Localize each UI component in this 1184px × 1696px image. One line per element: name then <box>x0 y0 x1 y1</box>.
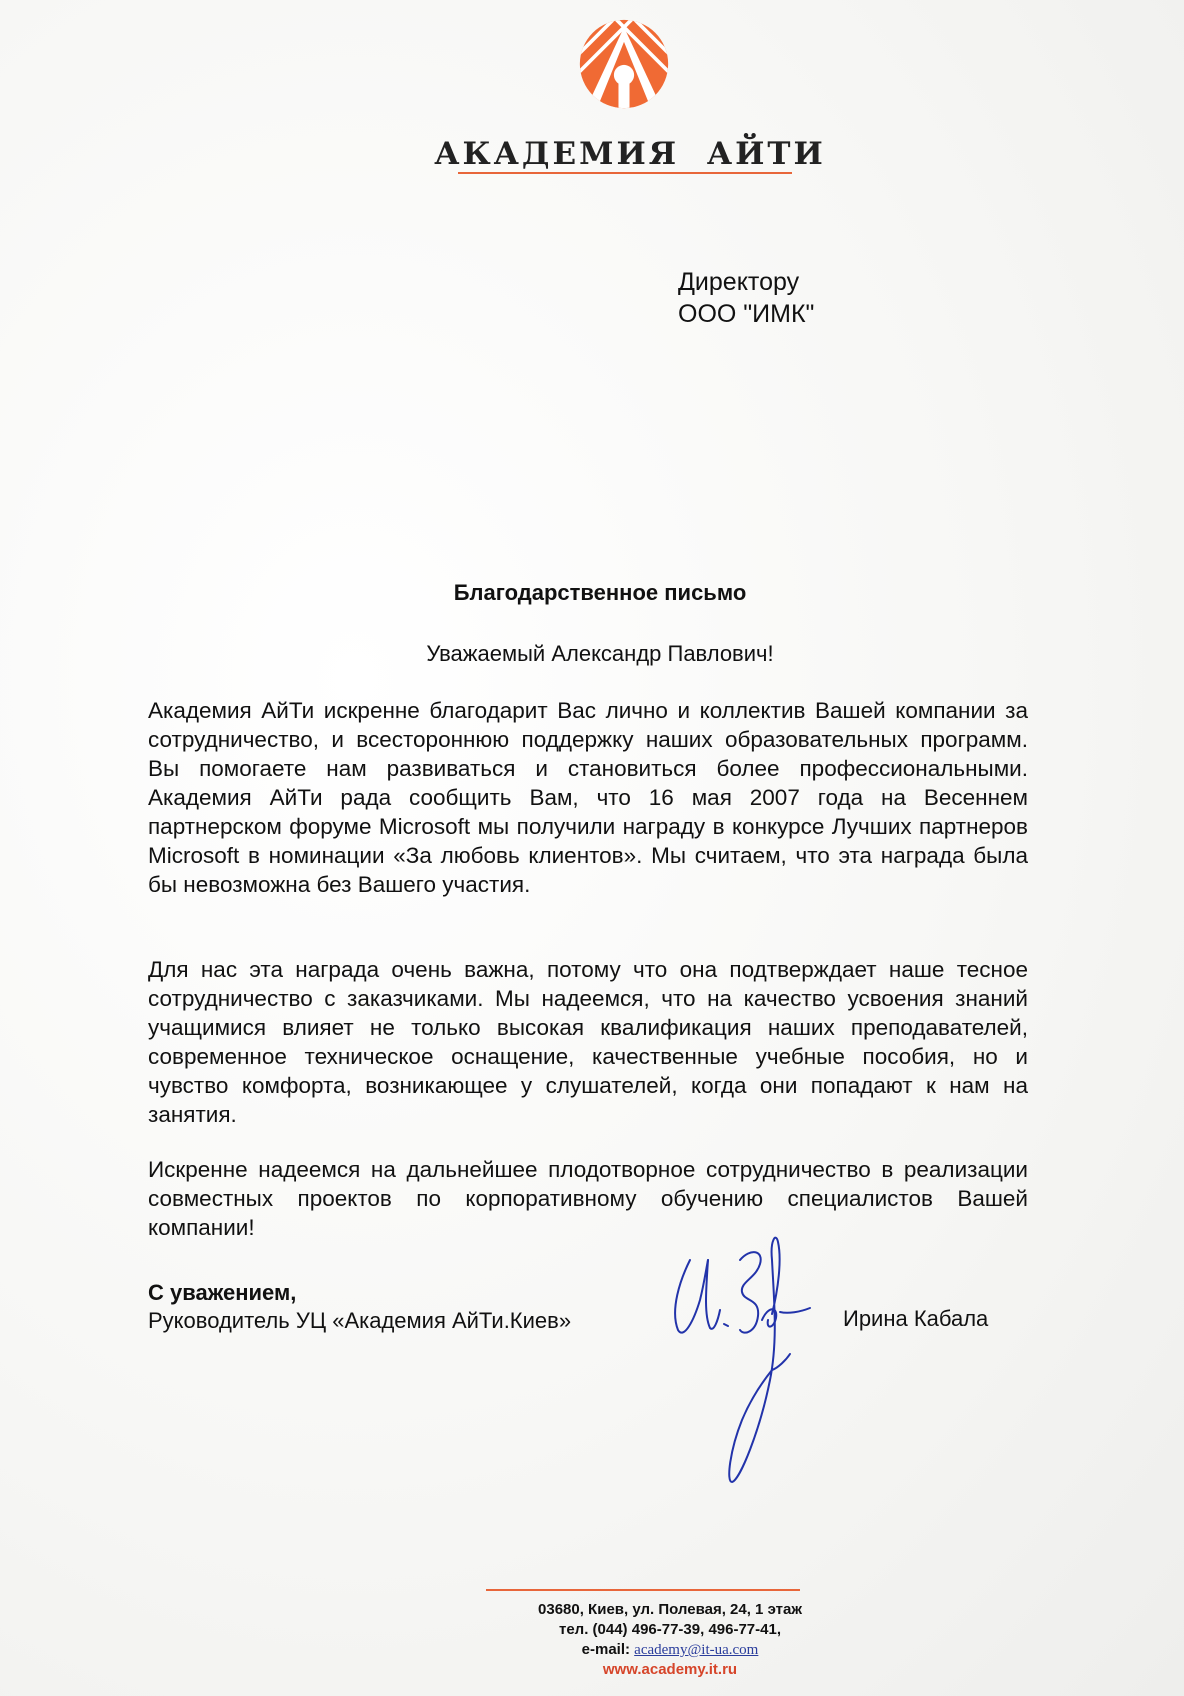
footer-contacts <box>460 1600 880 1680</box>
addressee-line-2: ООО "ИМК" <box>678 300 815 328</box>
brand-underline <box>458 172 792 174</box>
footer-email-link[interactable]: academy@it-ua.com <box>634 1642 759 1658</box>
footer-email-row <box>460 1640 880 1660</box>
signer-position: Руководитель УЦ «Академия АйТи.Киев» <box>148 1308 572 1333</box>
footer-divider <box>486 1589 800 1591</box>
academy-logo-icon <box>578 18 670 110</box>
footer-address: 03680, Киев, ул. Полевая, 24, 1 этаж <box>538 1601 802 1618</box>
footer-email-label: e-mail: <box>581 1641 630 1658</box>
footer-phone: тел. (044) 496-77-39, 496-77-41, <box>558 1621 781 1638</box>
paragraph-1: Академия АйТи искренне благодарит Вас лично и коллектив Вашей компании за сотрудничество, и всестороннюю поддержку наших образовательных программ. Вы помогаете нам развиваться и становиться более профессиональными. Академия АйТи рада сообщить Вам, что 16 мая 2007 года на Весеннем партнерском форуме Microsoft мы получили награду в конкурсе Лучших партнеров Microsoft в номинации «За любовь клиентов». Мы считаем, что эта награда была бы невозможна без Вашего участия. <box>148 698 1028 897</box>
signer-name: Ирина Кабала <box>843 1306 989 1331</box>
addressee-line-1: Директору <box>678 268 800 296</box>
letter-title: Благодарственное письмо <box>453 580 747 605</box>
brand-name: АКАДЕМИЯ АЙТИ <box>434 136 826 172</box>
paragraph-3: Искренне надеемся на дальнейшее плодотворное сотрудничество в реализации совместных проектов по корпоративному обучению специалистов Вашей компании! <box>148 1157 1028 1240</box>
handwritten-signature-icon <box>660 1220 830 1500</box>
closing-phrase: С уважением, <box>148 1280 297 1305</box>
paragraph-2: Для нас эта награда очень важна, потому что она подтверждает наше тесное сотрудничество с заказчиками. Мы надеемся, что на качество усвоения знаний учащимися влияет не только высокая квалификация наших преподавателей, современное техническое оснащение, качественные учебные пособия, но и чувство комфорта, возникающее у слушателей, когда они попадают к нам на занятия. <box>148 957 1028 1127</box>
addressee-block <box>678 266 814 330</box>
letter-greeting: Уважаемый Александр Павлович! <box>426 641 774 666</box>
footer-website[interactable]: www.academy.it.ru <box>602 1661 738 1678</box>
